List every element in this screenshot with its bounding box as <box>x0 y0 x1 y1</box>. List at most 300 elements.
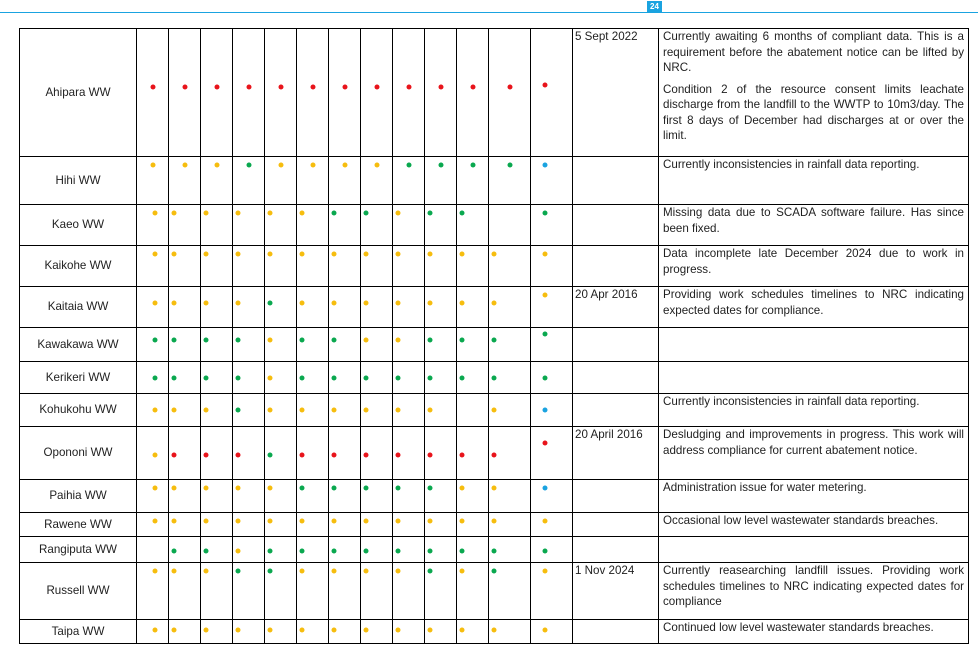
status-dot-green <box>364 486 369 491</box>
abatement-date: 20 Apr 2016 <box>573 287 659 328</box>
status-dot-green <box>428 569 433 574</box>
status-dot-amber <box>364 252 369 257</box>
status-dot-red <box>247 85 252 90</box>
status-cell <box>201 513 233 537</box>
status-dot-amber <box>268 408 273 413</box>
status-dot-amber <box>172 211 177 216</box>
status-dot-amber <box>460 569 465 574</box>
status-cell <box>201 287 233 328</box>
status-dot-green <box>428 338 433 343</box>
status-cell <box>137 513 169 537</box>
table-row <box>20 394 969 427</box>
status-cell <box>393 287 425 328</box>
status-cell <box>393 157 425 205</box>
status-cell <box>297 205 329 246</box>
status-cell <box>297 563 329 620</box>
status-dot-amber <box>279 163 284 168</box>
status-cell <box>531 205 573 246</box>
status-cell <box>201 246 233 287</box>
status-cell <box>457 157 489 205</box>
status-dot-amber <box>428 628 433 633</box>
status-dot-green <box>332 486 337 491</box>
status-cell <box>169 29 201 157</box>
status-cell <box>329 563 361 620</box>
status-dot-amber <box>460 519 465 524</box>
status-cell <box>361 563 393 620</box>
status-dot-green <box>428 211 433 216</box>
comment-text: Administration issue for water metering. <box>663 481 867 494</box>
status-dot-amber <box>364 569 369 574</box>
status-dot-amber <box>364 628 369 633</box>
status-cell <box>137 29 169 157</box>
status-dot-amber <box>428 252 433 257</box>
status-cell <box>393 620 425 644</box>
status-dot-amber <box>268 628 273 633</box>
status-cell <box>329 29 361 157</box>
status-dot-green <box>300 549 305 554</box>
status-dot-green <box>300 376 305 381</box>
comment-cell <box>659 394 969 427</box>
status-dot-amber <box>332 519 337 524</box>
status-cell <box>137 427 169 480</box>
status-cell <box>531 620 573 644</box>
status-cell <box>361 287 393 328</box>
status-cell <box>169 394 201 427</box>
status-dot-red <box>407 85 412 90</box>
status-dot-amber <box>153 453 158 458</box>
status-cell <box>297 287 329 328</box>
status-dot-amber <box>300 301 305 306</box>
status-dot-green <box>172 376 177 381</box>
status-cell <box>531 157 573 205</box>
status-cell <box>425 394 457 427</box>
status-cell <box>489 328 531 362</box>
status-dot-red <box>428 453 433 458</box>
table-row <box>20 513 969 537</box>
comment-text: Condition 2 of the resource consent limits leachate discharge from the landfill to the WWTP to 10m3/day. The first 8 days of December had discharges at or over the limit. <box>663 82 964 142</box>
status-dot-amber <box>492 408 497 413</box>
table-row <box>20 205 969 246</box>
status-cell <box>489 287 531 328</box>
status-dot-red <box>543 83 548 88</box>
status-dot-red <box>508 85 513 90</box>
status-dot-amber <box>268 519 273 524</box>
status-dot-red <box>311 85 316 90</box>
status-dot-red <box>279 85 284 90</box>
status-cell <box>169 328 201 362</box>
table-row <box>20 246 969 287</box>
table-row <box>20 29 969 157</box>
status-dot-green <box>236 408 241 413</box>
status-dot-red <box>396 453 401 458</box>
status-cell <box>531 394 573 427</box>
status-dot-amber <box>172 519 177 524</box>
status-cell <box>457 563 489 620</box>
status-cell <box>489 563 531 620</box>
status-dot-amber <box>204 486 209 491</box>
status-cell <box>457 29 489 157</box>
status-cell <box>169 157 201 205</box>
comment-cell <box>659 513 969 537</box>
comment-text: Desludging and improvements in progress. This work will address compliance for current abatement notice. <box>663 428 964 457</box>
status-dot-amber <box>172 569 177 574</box>
status-dot-amber <box>153 211 158 216</box>
status-cell <box>233 157 265 205</box>
status-dot-green <box>204 338 209 343</box>
status-dot-amber <box>428 301 433 306</box>
status-dot-red <box>215 85 220 90</box>
status-cell <box>489 362 531 394</box>
status-dot-green <box>236 569 241 574</box>
comment-cell <box>659 620 969 644</box>
status-cell <box>137 563 169 620</box>
status-dot-amber <box>492 252 497 257</box>
status-cell <box>457 537 489 563</box>
status-cell <box>233 287 265 328</box>
status-cell <box>265 157 297 205</box>
status-cell <box>201 620 233 644</box>
status-cell <box>393 480 425 513</box>
status-dot-green <box>153 376 158 381</box>
status-dot-amber <box>492 628 497 633</box>
status-cell <box>137 480 169 513</box>
status-dot-amber <box>172 408 177 413</box>
status-cell <box>201 362 233 394</box>
status-dot-red <box>543 441 548 446</box>
status-dot-blue <box>543 163 548 168</box>
site-name: Kohukohu WW <box>20 394 137 427</box>
status-dot-green <box>364 211 369 216</box>
status-dot-amber <box>396 628 401 633</box>
abatement-date <box>573 157 659 205</box>
status-dot-amber <box>332 252 337 257</box>
status-cell <box>265 287 297 328</box>
status-cell <box>297 246 329 287</box>
status-dot-green <box>492 338 497 343</box>
status-cell <box>489 246 531 287</box>
status-dot-green <box>428 486 433 491</box>
site-name: Opononi WW <box>20 427 137 480</box>
site-name: Kaeo WW <box>20 205 137 246</box>
status-cell <box>425 157 457 205</box>
status-dot-amber <box>460 301 465 306</box>
status-dot-amber <box>172 252 177 257</box>
status-dot-amber <box>215 163 220 168</box>
status-dot-amber <box>204 569 209 574</box>
status-cell <box>265 563 297 620</box>
status-dot-green <box>460 211 465 216</box>
status-dot-amber <box>300 252 305 257</box>
status-dot-amber <box>396 408 401 413</box>
status-cell <box>265 394 297 427</box>
status-cell <box>233 328 265 362</box>
status-dot-red <box>492 453 497 458</box>
status-cell <box>265 427 297 480</box>
status-dot-green <box>364 549 369 554</box>
status-dot-green <box>268 301 273 306</box>
status-dot-red <box>332 453 337 458</box>
abatement-date <box>573 620 659 644</box>
status-dot-green <box>492 549 497 554</box>
status-cell <box>233 513 265 537</box>
status-cell <box>329 362 361 394</box>
status-cell <box>457 480 489 513</box>
status-dot-green <box>332 211 337 216</box>
status-dot-amber <box>153 569 158 574</box>
status-cell <box>425 620 457 644</box>
status-cell <box>265 29 297 157</box>
status-dot-green <box>396 376 401 381</box>
status-dot-amber <box>268 252 273 257</box>
status-dot-green <box>492 569 497 574</box>
comment-cell <box>659 157 969 205</box>
status-dot-green <box>428 376 433 381</box>
status-dot-amber <box>204 211 209 216</box>
status-cell <box>137 620 169 644</box>
status-cell <box>393 563 425 620</box>
status-dot-amber <box>204 519 209 524</box>
status-dot-green <box>247 163 252 168</box>
comment-text: Data incomplete late December 2024 due to work in progress. <box>663 247 964 276</box>
comment-text: Occasional low level wastewater standards breaches. <box>663 514 939 527</box>
status-dot-amber <box>172 628 177 633</box>
status-dot-amber <box>153 252 158 257</box>
status-dot-green <box>460 549 465 554</box>
status-cell <box>297 620 329 644</box>
status-cell <box>169 362 201 394</box>
status-cell <box>233 394 265 427</box>
status-cell <box>297 394 329 427</box>
status-cell <box>361 394 393 427</box>
status-dot-green <box>396 549 401 554</box>
status-dot-amber <box>460 252 465 257</box>
status-cell <box>531 246 573 287</box>
abatement-date <box>573 480 659 513</box>
status-cell <box>489 537 531 563</box>
status-cell <box>361 537 393 563</box>
status-cell <box>531 328 573 362</box>
comment-text: Continued low level wastewater standards breaches. <box>663 621 934 634</box>
status-cell <box>531 563 573 620</box>
table-row <box>20 287 969 328</box>
status-dot-amber <box>300 408 305 413</box>
status-cell <box>233 537 265 563</box>
status-cell <box>297 362 329 394</box>
header-rule <box>0 12 978 13</box>
site-name: Kawakawa WW <box>20 328 137 362</box>
status-dot-blue <box>543 408 548 413</box>
status-dot-green <box>332 549 337 554</box>
status-dot-green <box>153 338 158 343</box>
comment-cell <box>659 427 969 480</box>
status-dot-amber <box>268 376 273 381</box>
comment-cell <box>659 480 969 513</box>
table-row <box>20 362 969 394</box>
status-cell <box>457 205 489 246</box>
status-cell <box>201 537 233 563</box>
site-name: Ahipara WW <box>20 29 137 157</box>
site-name: Kerikeri WW <box>20 362 137 394</box>
status-dot-amber <box>236 211 241 216</box>
status-dot-amber <box>311 163 316 168</box>
abatement-date <box>573 362 659 394</box>
status-cell <box>297 427 329 480</box>
status-dot-green <box>543 549 548 554</box>
table-row <box>20 157 969 205</box>
status-cell <box>169 537 201 563</box>
status-dot-green <box>332 338 337 343</box>
status-cell <box>361 29 393 157</box>
status-dot-amber <box>204 408 209 413</box>
site-name: Kaikohe WW <box>20 246 137 287</box>
status-dot-green <box>300 338 305 343</box>
status-dot-red <box>300 453 305 458</box>
status-cell <box>169 620 201 644</box>
status-cell <box>201 427 233 480</box>
status-cell <box>531 29 573 157</box>
status-dot-green <box>396 486 401 491</box>
site-name: Kaitaia WW <box>20 287 137 328</box>
status-cell <box>457 394 489 427</box>
status-cell <box>361 205 393 246</box>
status-cell <box>393 205 425 246</box>
abatement-date <box>573 537 659 563</box>
abatement-date <box>573 205 659 246</box>
status-cell <box>201 205 233 246</box>
status-cell <box>297 157 329 205</box>
status-dot-amber <box>492 519 497 524</box>
status-cell <box>457 620 489 644</box>
comment-cell <box>659 537 969 563</box>
status-cell <box>297 480 329 513</box>
comment-text: Currently reasearching landfill issues. Providing work schedules timelines to NRC indicating expected dates for compliance <box>663 564 964 608</box>
status-dot-red <box>375 85 380 90</box>
status-cell <box>531 480 573 513</box>
status-dot-amber <box>183 163 188 168</box>
status-cell <box>329 620 361 644</box>
status-cell <box>137 362 169 394</box>
status-dot-amber <box>172 301 177 306</box>
status-dot-amber <box>332 569 337 574</box>
status-cell <box>425 537 457 563</box>
status-cell <box>233 205 265 246</box>
status-cell <box>137 287 169 328</box>
status-dot-amber <box>396 338 401 343</box>
status-dot-amber <box>364 338 369 343</box>
status-cell <box>489 480 531 513</box>
status-cell <box>329 394 361 427</box>
status-cell <box>425 563 457 620</box>
status-cell <box>233 620 265 644</box>
status-cell <box>265 513 297 537</box>
comment-cell <box>659 362 969 394</box>
status-dot-green <box>268 453 273 458</box>
status-dot-green <box>172 549 177 554</box>
status-cell <box>297 537 329 563</box>
status-cell <box>425 29 457 157</box>
abatement-date <box>573 328 659 362</box>
status-cell <box>169 513 201 537</box>
status-dot-green <box>236 376 241 381</box>
comment-cell <box>659 287 969 328</box>
status-cell <box>531 427 573 480</box>
status-dot-amber <box>300 519 305 524</box>
status-cell <box>233 29 265 157</box>
status-dot-red <box>460 453 465 458</box>
comment-text: Currently inconsistencies in rainfall data reporting. <box>663 395 920 408</box>
status-cell <box>361 157 393 205</box>
status-dot-amber <box>236 301 241 306</box>
status-cell <box>201 563 233 620</box>
status-cell <box>329 537 361 563</box>
site-name: Taipa WW <box>20 620 137 644</box>
status-dot-green <box>268 549 273 554</box>
status-cell <box>489 205 531 246</box>
status-dot-green <box>172 338 177 343</box>
status-dot-amber <box>428 408 433 413</box>
status-cell <box>297 328 329 362</box>
site-name: Rawene WW <box>20 513 137 537</box>
status-cell <box>425 362 457 394</box>
site-name: Hihi WW <box>20 157 137 205</box>
status-dot-green <box>471 163 476 168</box>
status-cell <box>201 328 233 362</box>
status-cell <box>169 563 201 620</box>
status-dot-amber <box>543 628 548 633</box>
table-row <box>20 427 969 480</box>
status-cell <box>169 205 201 246</box>
status-dot-amber <box>153 301 158 306</box>
status-dot-amber <box>364 301 369 306</box>
status-cell <box>425 427 457 480</box>
status-cell <box>329 328 361 362</box>
abatement-date: 20 April 2016 <box>573 427 659 480</box>
status-dot-green <box>508 163 513 168</box>
status-cell <box>233 246 265 287</box>
status-cell <box>265 246 297 287</box>
status-dot-green <box>428 549 433 554</box>
status-dot-amber <box>396 569 401 574</box>
status-dot-green <box>492 376 497 381</box>
page-number: 24 <box>647 1 662 12</box>
status-cell <box>265 205 297 246</box>
status-dot-amber <box>396 301 401 306</box>
table-row <box>20 563 969 620</box>
status-cell <box>297 29 329 157</box>
status-cell <box>425 328 457 362</box>
status-dot-amber <box>460 628 465 633</box>
status-cell <box>393 362 425 394</box>
status-cell <box>393 394 425 427</box>
status-dot-amber <box>153 628 158 633</box>
status-cell <box>457 427 489 480</box>
status-dot-red <box>236 453 241 458</box>
status-cell <box>457 513 489 537</box>
status-dot-red <box>204 453 209 458</box>
status-dot-amber <box>153 408 158 413</box>
status-cell <box>489 394 531 427</box>
status-dot-amber <box>300 569 305 574</box>
comment-cell <box>659 328 969 362</box>
status-dot-red <box>471 85 476 90</box>
status-cell <box>201 29 233 157</box>
status-dot-green <box>332 376 337 381</box>
status-cell <box>393 246 425 287</box>
status-dot-amber <box>332 408 337 413</box>
status-cell <box>361 480 393 513</box>
table-row <box>20 537 969 563</box>
status-dot-amber <box>364 519 369 524</box>
